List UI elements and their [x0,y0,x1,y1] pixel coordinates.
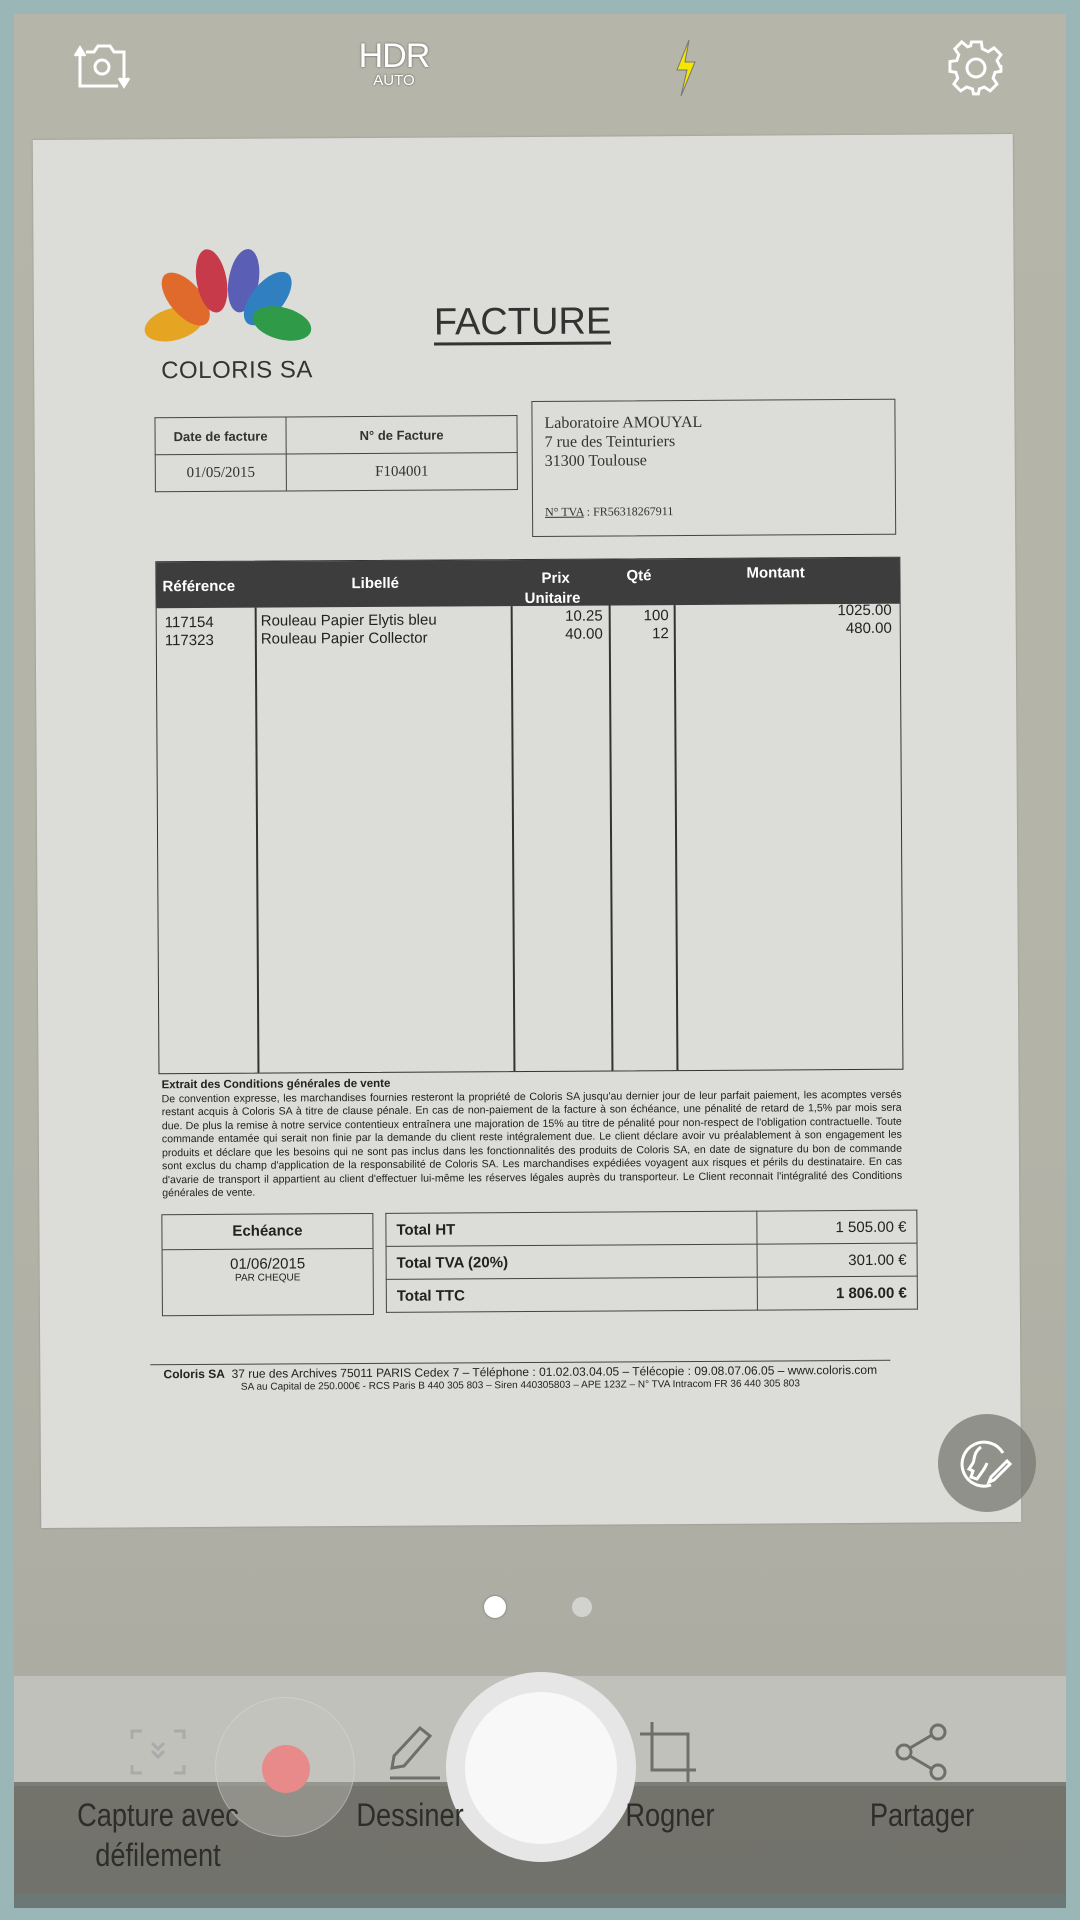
crop-button[interactable] [628,1722,708,1782]
hdr-toggle[interactable] [352,38,436,88]
total-tva-value: 301.00 € [757,1243,917,1277]
coloris-logo-icon [143,248,314,349]
footer-line-2: SA au Capital de 250.000€ - RCS Paris B 440 305 803 – Siren 440305803 – APE 123Z – N° TVA Intracom FR 36 440 305 803 [240,1378,800,1393]
row-2-prix: 40.00 [565,625,603,643]
payment-method: PAR CHEQUE [234,1272,301,1284]
invoice-title: FACTURE [433,300,612,344]
crop-icon [638,1720,698,1784]
live-focus-draw-icon [957,1433,1017,1493]
items-table [155,557,903,1075]
row-1-montant: 1025.00 [837,601,892,620]
header-libelle: Libellé [351,574,400,593]
client-tva: N° TVA : FR56318267911 [545,504,674,519]
total-ht-label: Total HT [386,1211,757,1246]
invoice-meta-table [154,415,517,492]
share-icon [892,1722,952,1782]
terms-text: De convention expresse, les marchandises fournies resteront la propriété de Coloris SA jusqu'au dernier jour de leur parfait paiement, les acomptes versés restant acquis à Coloris SA à titre de clause pénale. En cas de non-paiement de la facture à son échéance, une pénalité de retard de 1,5% par mois sera due. De plus la remise à notre service contentieux entraînera une majoration de 15% au titre de pénalité pour non-respect de l'obligation contractuelle. Toute commande entamée qui serait non finie par la demande du client reste intégralement due. Le client déclare avoir vu préalablement à son engagement les produits et déclare que les besoins qui ne sont pas inclus dans les fonctionnalités des produits de Coloris SA, en date de signature du bon de commande sont exclus du champ d'application de la responsabilité de Coloris SA. Les marchandises expédiées voyagent aux risques et périls du destinataire. En cas d'avarie de transport il appartient au client d'effectuer lui-même les réserves légales auprès du transporteur. Le Client reconnait l'intégralité des Conditions générales de vente. [161,1088,903,1200]
terms-title: Extrait des Conditions générales de vente [161,1077,391,1092]
footer-line-1: Coloris SA 37 rue des Archives 75011 PARIS Cedex 7 – Téléphone : 01.02.03.04.05 – Télécopie : 09.08.07.06.05 – www.coloris.com [163,1362,878,1382]
draw-on-photo-button[interactable] [938,1414,1036,1512]
share-label: Partager [869,1797,975,1833]
invoice-footer [150,1360,890,1396]
total-tva-label: Total TVA (20%) [386,1244,757,1279]
scroll-capture-button[interactable] [118,1722,198,1782]
scroll-capture-icon [128,1727,188,1777]
client-name: Laboratoire AMOUYAL [544,413,703,432]
pencil-icon [382,1722,442,1782]
camera-top-bar [0,0,1080,140]
items-table-header [156,558,899,609]
row-1-prix: 10.25 [565,607,603,625]
invoice-date: 01/05/2015 [155,454,286,492]
shutter-inner [465,1692,617,1844]
due-date: 01/06/2015 [230,1255,306,1273]
date-label: Date de facture [155,417,286,455]
invoice-document [33,134,1021,1528]
due-date-label: Echéance [162,1214,372,1250]
terms-of-sale [162,1075,903,1201]
header-qte: Qté [626,567,652,585]
crop-label: Rogner [625,1797,715,1833]
client-street: 7 rue des Teinturiers [544,433,676,451]
flash-icon[interactable] [656,38,716,98]
header-reference: Référence [162,577,236,596]
page-dot[interactable] [572,1597,592,1617]
hdr-mode: AUTO [373,72,415,89]
draw-button[interactable] [372,1722,452,1782]
row-2-reference: 117323 [164,631,214,650]
column-divider [255,608,259,1073]
row-2-libelle: Rouleau Papier Collector [260,629,428,648]
row-2-qte: 12 [652,625,669,643]
row-1-reference: 117154 [164,613,214,632]
total-ttc-value: 1 806.00 € [757,1276,917,1310]
invoice-number: F104001 [286,453,517,491]
company-name: COLORIS SA [161,356,313,385]
switch-camera-icon[interactable] [72,38,132,98]
row-2-montant: 480.00 [845,619,892,638]
total-ht-value: 1 505.00 € [757,1210,917,1244]
page-dot-active[interactable] [484,1596,506,1618]
gear-icon[interactable] [946,38,1006,98]
column-divider [674,605,678,1070]
column-divider [511,606,515,1071]
totals-table [385,1210,918,1313]
header-unitaire: Unitaire [524,589,581,608]
column-divider [609,605,613,1070]
due-date-box [161,1213,374,1316]
row-1-qte: 100 [643,607,669,625]
client-city: 31300 Toulouse [544,452,647,470]
header-montant: Montant [746,564,805,582]
record-icon [262,1745,310,1793]
row-1-libelle: Rouleau Papier Elytis bleu [260,611,437,630]
share-button[interactable] [882,1722,962,1782]
header-prix: Prix [541,569,570,587]
client-address-box [531,399,896,537]
number-label: N° de Facture [286,416,517,454]
total-ttc-label: Total TTC [386,1277,757,1312]
hdr-label: HDR [358,37,430,75]
draw-label: Dessiner [356,1797,464,1833]
scroll-capture-label: Capture avec défilement [77,1797,239,1873]
